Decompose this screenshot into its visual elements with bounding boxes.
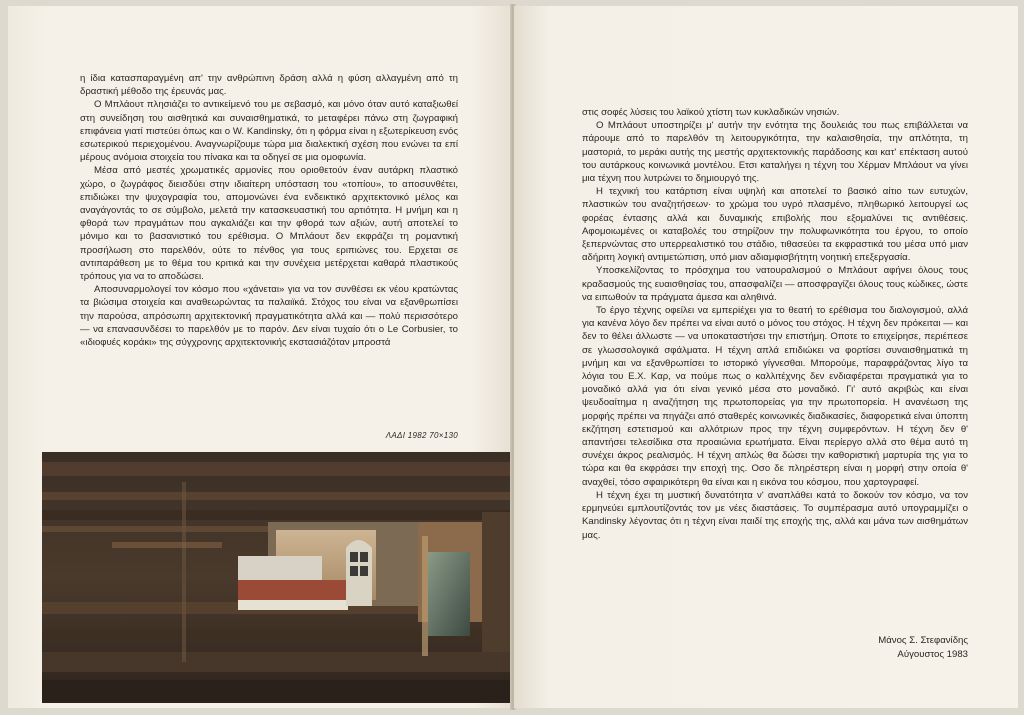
right-paragraph-4: Υποσκελίζοντας το πρόσχημα του νατουραλισμού ο Μπλάουτ αφήνει όλους τους κραδασμούς της ευαισθησίας του, απασφαλίζει — αποσφραγίζει όλους τους κώδικες, ώστε να ειπωθούν τα πράγματα άμεσα και αληθινά. (582, 265, 968, 303)
painting-caption: ΛΑΔΙ 1982 70×130 (385, 431, 458, 440)
painting-artwork (42, 452, 512, 703)
left-paragraph-2: Ο Μπλάουτ πλησιάζει το αντικείμενό του με σεβασμό, και μόνο όταν αυτό καταξιωθεί στη συνείδηση του αισθητικά και συναισθηματικά, το μεταφέρει πάνω στη ζωγραφική επιφάνεια γιατί πιστεύει όπως και ο W. Kandinsky, ότι η φόρμα είναι η εξωτερίκευση ενός εσωτερικού περιεχομένου. Αναγνωρίζουμε τώρα μια διαλεκτική σχέση που ενώνει τα επί μέρους ανόμοια στοιχεία του πίνακα και τα οδηγεί σε μια ομοφωνία. (80, 99, 458, 164)
left-paragraph-3: Μέσα από μεστές χρωματικές αρμονίες που οριοθετούν έναν αυτάρκη πλαστικό χώρο, ο ζωγράφος διεισδύει στην ιδιαίτερη υπόσταση του «τοπίου», το αποσυνθέτει, επιδιώκει την ψυχογραφία του, απομονώνει ένα ενδεικτικό αρχιτεκτονικό μέλος και αναγάγοντάς το σε σύμβολο, μελετά την κατασκευαστική του αρτιότητα. Η μνήμη και η φθορά των πραγμάτων που αγκαλιάζει και την φθορά των αξιών, αυτή αποτελεί το μόνιμο και το βασανιστικό του ερέθισμα. Ο Μπλάουτ δεν εκφράζει τη ρομαντική προσήλωση στο παρελθόν, ούτε το πένθος για τους εριπιώνες του. Ερχεται σε αντιπαράθεση με το θέμα του κριτικά και την συνέχεια μετέρχεται καθαρά πλαστικούς τρόπους για να το αποδώσει. (80, 165, 458, 283)
right-paragraph-2: Ο Μπλάουτ υποστηρίζει μ' αυτήν την ενότητα της δουλειάς του πως επιβάλλεται να πάρουμε από το παρελθόν τη λειτουργικότητα, την καλαισθησία, την απλότητα, τη μαστοριά, το μεράκι αυτής της μεστής αρχιτεκτονικής παράδοσης και κατ' επέκταση αυτού του αυτάρκους κοινωνικά μοντέλου. Ετσι καταλήγει η τέχνη του Χέρμαν Μπλάουτ να γίνει μια τέχνη που λυτρώνει το δημιουργό της. (582, 120, 968, 185)
left-paragraph-1: η ίδια κατασπαραγμένη απ' την ανθρώπινη δράση αλλά η φύση αλλαγμένη από τη δραστική μέθοδο της έρευνάς μας. (80, 73, 458, 98)
right-paragraph-5: Το έργο τέχνης οφείλει να εμπερiέχει για το θεατή το ερέθισμα του διαλογισμού, αλλά για κανένα λόγο δεν πρέπει να είναι αυτό ο μόνος του στόχος. Η τέχνη δεν πρόκειται — και δεν το θέλει άλλωστε — να υποκαταστήσει την επιστήμη. Οποτε το επιχείρησε, περιέπεσε σε γλωσσολογικά σφάλματα. Η τέχνη απλά επιδιώκει να φορτίσει συναισθηματικά τη μνήμη και να εξανθρωπίσει το ιστορικό γίγνεσθαι. Μπορούμε, παραφράζοντας λίγο τα λόγια του Ε.Χ. Καρ, να πούμε πως ο καλλιτέχνης δεν ενδιαφέρεται πραγματικά για το μοναδικό αλλά για ότι είναι γενικό μέσα στο μοναδικό. Γι' αυτό ακριβώς και είναι ψευδοαίτημα η αναζήτηση της πρωτοπορείας για την πρωτοπορεία. Η ανανέωση της μορφής πρέπει να πηγάζει από σταθερές κοινωνικές διαδικασίες, διαφορετικά είναι ύποπτη εκζήτηση εστετισμού και αλλότριων προς την τέχνη συμφερόντων. Η τέχνη δεν θ' απαντήσει τελεσίδικα στα προαιώνια ερωτήματα. Είναι περίεργο αλλά στο θέμα αυτό τη συνέχει άκρος ρεαλισμός. Η τέχνη απλώς θα δώσει την καθοριστική μαρτυρία της για το τώρα και θα εκφράσει την εποχή της. Οσο δε πληρέστερη είναι η μορφή στην οποία θ' αναχθεί, τόσο σφαιρικότερη θα είναι και η εικόνα του κόσμου, που χαρτογραφεί. (582, 305, 968, 488)
right-page (514, 6, 1018, 708)
right-page-text (582, 106, 968, 542)
signature-author: Μάνος Σ. Στεφανίδης (878, 635, 968, 646)
right-paragraph-6: Η τέχνη έχει τη μυστική δυνατότητα ν' αναπλάθει κατά το δοκούν τον κόσμο, να τον ερμηνεύει εμπλουτίζοντάς τον με νέες διαστάσεις. Το συμπέρασμα αυτό υπογραμμίζει ο Kandinsky λέγοντας ότι η τέχνη είναι παιδί της εποχής της, αλλά και μάνα των αισθημάτων μας. (582, 489, 968, 541)
signature-date: Αύγουστος 1983 (897, 649, 968, 660)
left-page-text (80, 72, 458, 349)
left-paragraph-4: Αποσυναρμολογεί τον κόσμο που «χάνεται» για να τον συνθέσει εκ νέου κρατώντας τα βιώσιμα στοιχεία και αναθεωρώντας τα παλαιϊκά. Στόχος του είναι να εξανθρωπίσει την παρούσα, απρόσωπη αρχιτεκτονική πραγματικότητα αλλά και — πολύ περισσότερο — να επανασυνδέσει το παρελθόν με το παρόν. Δεν είναι τυχαίο ότι ο Le Corbusier, το «ιδιοφυές κοράκι» της σύγχρονης αρχιτεκτονικής εκστασιάζόταν μπροστά (80, 284, 458, 349)
painting-image (42, 452, 512, 703)
right-paragraph-3: Η τεχνική του κατάρτιση είναι υψηλή και αποτελεί το βασικό αίτιο των ευτυχών, πλαστικών του αναζητήσεων· το χρώμα του υγρό πλασμένο, πληθωρικό λειτουργεί ως φορέας έντασης αλλά και δυναμικής επιβολής που εξομαλύνει τις αντιθέσεις. Αφομοιωμένες οι καταβολές του στηρίζουν την πολυφωνικότητα του έργου, το οποίο ξεπερνώντας στο υπερρεαλιστικό του στάδιο, τιθασεύει τα εκφραστικά του μέσα υπό μιαν αδήριτη λογική αντιμετώπιση, υπό μιαν αδιαμφισβήτητη νοητική επεξεργασία. (582, 186, 968, 264)
right-paragraph-1: στις σοφές λύσεις του λαϊκού χτίστη των κυκλαδικών νησιών. (582, 107, 840, 118)
left-page (8, 6, 512, 708)
